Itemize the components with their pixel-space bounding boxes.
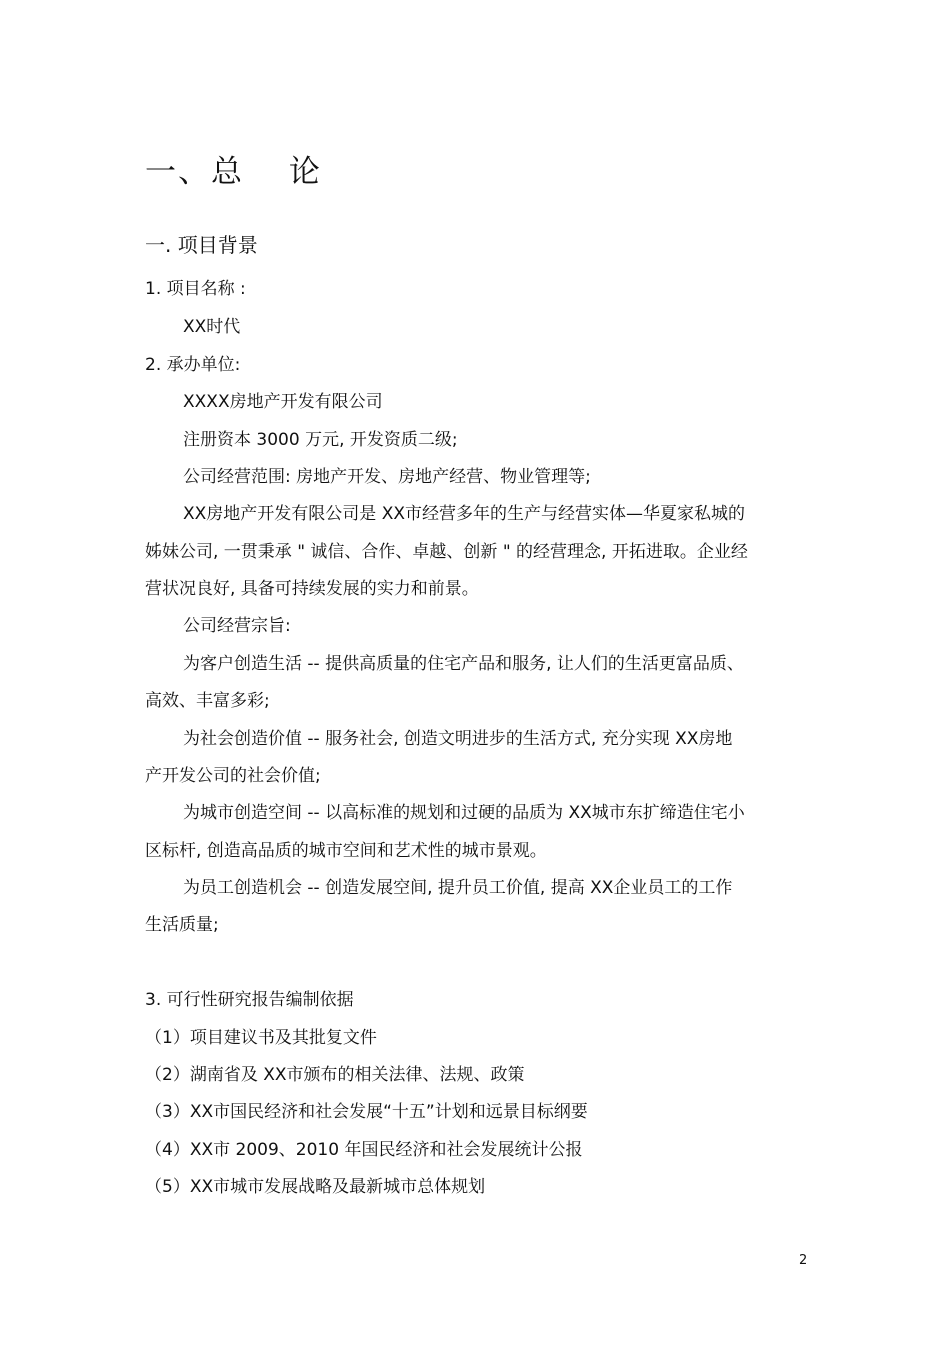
tenet-1-line-2: 高效、丰富多彩; xyxy=(145,691,270,711)
intro-line-3: 营状况良好, 具备可持续发展的实力和前景。 xyxy=(145,579,479,599)
business-scope: 公司经营范围: 房地产开发、房地产经营、物业管理等; xyxy=(183,467,591,487)
tenets-label: 公司经营宗旨: xyxy=(183,616,291,636)
intro-line-2: 姊妹公司, 一贯秉承 " 诚信、合作、卓越、创新 " 的经营理念, 开拓进取。企业经 xyxy=(145,542,748,562)
intro-line-1: XX房地产开发有限公司是 XX市经营多年的生产与经营实体—华夏家私城的 xyxy=(183,504,745,524)
chapter-title: 一、总 论 xyxy=(145,154,322,190)
tenet-4-line-1: 为员工创造机会 -- 创造发展空间, 提升员工价值, 提高 XX企业员工的工作 xyxy=(183,878,733,898)
basis-item-1: （1）项目建议书及其批复文件 xyxy=(145,1028,377,1048)
item1-label: 1. 项目名称 : xyxy=(145,279,246,299)
registered-capital: 注册资本 3000 万元, 开发资质二级; xyxy=(183,430,458,450)
tenet-1-line-1: 为客户创造生活 -- 提供高质量的住宅产品和服务, 让人们的生活更富品质、 xyxy=(183,654,744,674)
basis-item-4: （4）XX市 2009、2010 年国民经济和社会发展统计公报 xyxy=(145,1140,583,1160)
page-number: 2 xyxy=(799,1253,808,1268)
basis-item-5: （5）XX市城市发展战略及最新城市总体规划 xyxy=(145,1177,486,1197)
item2-label: 2. 承办单位: xyxy=(145,355,241,375)
section-title: 一. 项目背景 xyxy=(145,233,258,257)
item1-value: XX时代 xyxy=(183,317,241,337)
item3-label: 3. 可行性研究报告编制依据 xyxy=(145,990,354,1010)
tenet-3-line-1: 为城市创造空间 -- 以高标准的规划和过硬的品质为 XX城市东扩缔造住宅小 xyxy=(183,803,745,823)
company-name: XXXX房地产开发有限公司 xyxy=(183,392,383,412)
tenet-2-line-1: 为社会创造价值 -- 服务社会, 创造文明进步的生活方式, 充分实现 XX房地 xyxy=(183,729,733,749)
basis-item-2: （2）湖南省及 XX市颁布的相关法律、法规、政策 xyxy=(145,1065,525,1085)
tenet-2-line-2: 产开发公司的社会价值; xyxy=(145,766,321,786)
basis-item-3: （3）XX市国民经济和社会发展“十五”计划和远景目标纲要 xyxy=(145,1102,588,1122)
tenet-3-line-2: 区标杆, 创造高品质的城市空间和艺术性的城市景观。 xyxy=(145,841,547,861)
tenet-4-line-2: 生活质量; xyxy=(145,915,219,935)
